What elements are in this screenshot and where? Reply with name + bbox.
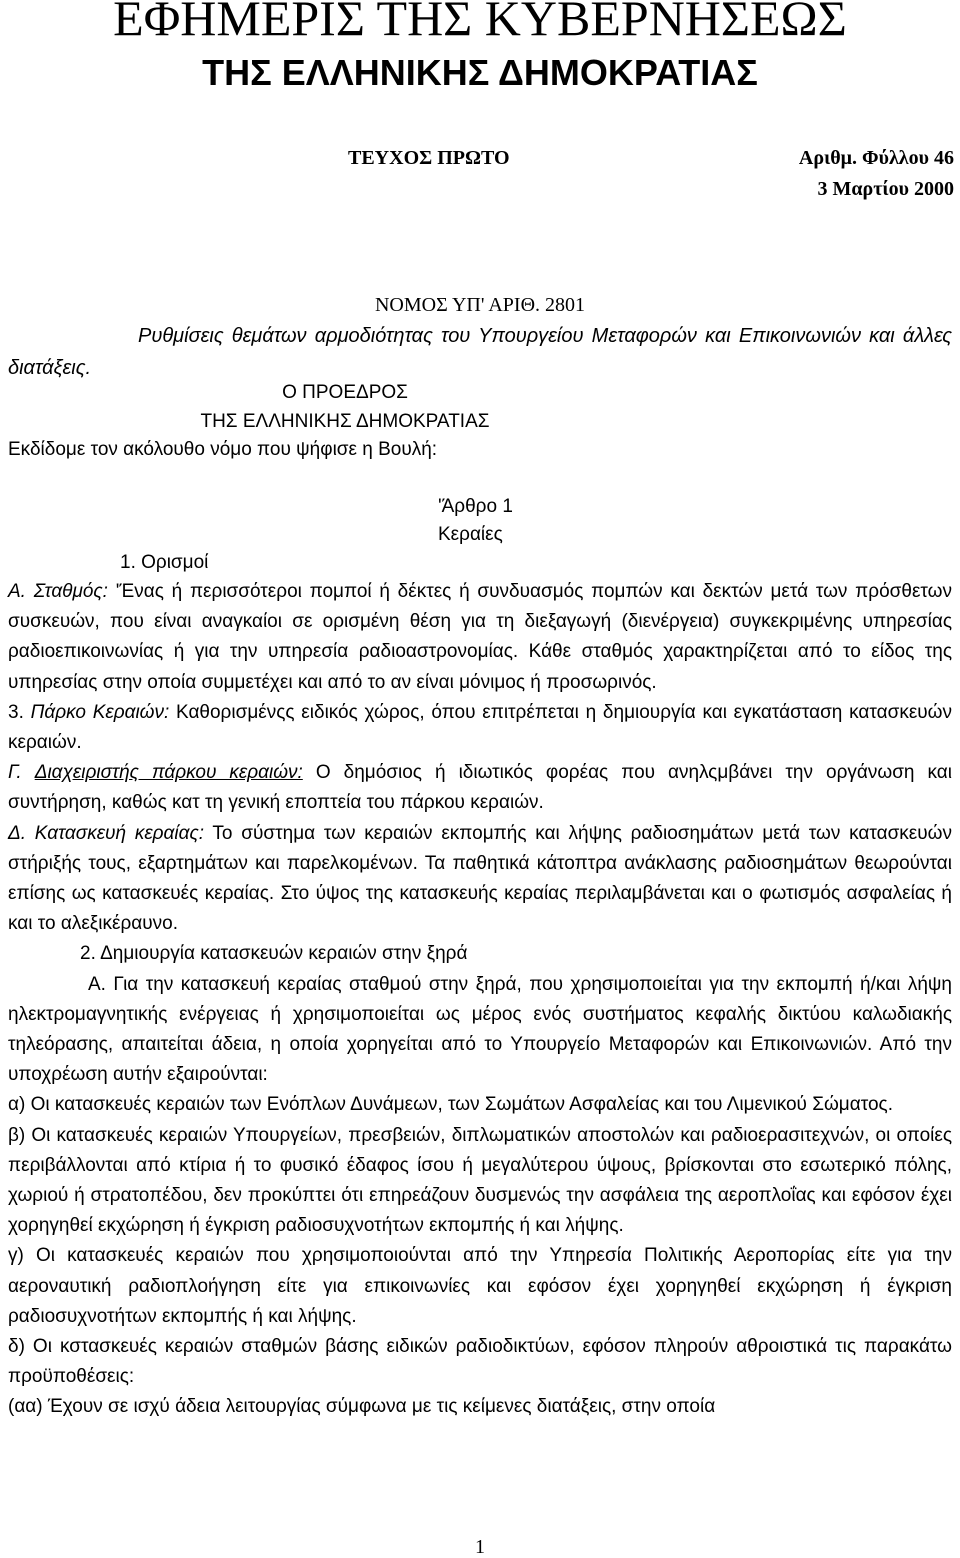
definition-antenna-construction — [8, 819, 952, 940]
definition-antenna-park — [8, 698, 952, 758]
number-antenna-park: 3. — [8, 701, 24, 723]
paragraph-license-requirement: Α. Για την κατασκευή κεραίας σταθμού στην ξηρά, που χρησιμοποιείται για την εκπομπή ή/και λήψη ηλεκτρομαγνητικής ενέργειας ή χρησιμοποιείται ως μέρος ενός συστήματος κεφαλής δικτύου καλωδιακής τηλεόρασης, απαιτείται άδεια, η οποία χορηγείται από το Υπουργείο Μεταφορών και Επικοινωνιών. Από την υποχρέωση αυτήν εξαιρούνται: — [8, 973, 952, 1086]
exemption-item-c: γ) Οι κατασκευές κεραιών που χρησιμοποιούνται από την Υπηρεσία Πολιτικής Αεροπορίας είτε για την αεροναυτική ραδιοπλοήγηση είτε για επικοινωνίες και εφόσον έχει χορηγηθεί εκχώρηση ή έγκριση ραδιοσυχνοτήτων εκπομπής ή και λήψης. — [8, 1245, 952, 1327]
law-number: ΝΟΜΟΣ ΥΠ' ΑΡΙΘ. 2801 — [374, 294, 586, 316]
text-station: 'Ένας ή περισσότεροι πομποί ή δέκτες ή συνδυασμός πομπών και δεκτών μετά των πρόσθετων συσκευών, που είναι αναγκαίοι σε ορισμένη θέση για τη διεξαγωγή (διενέργεια) συγκεκριμένης υπηρεσίας ραδιοεπικοινωνίας ή για την υπηρεσία ραδιοαστρονομίας. Κάθε σταθμός χαρακτηρίζεται από το είδος της υπηρεσίας στην οποία συμμετέχει και από το αν είναι μόνιμος ή προσωρινός. — [8, 581, 952, 693]
issue-date: 3 Μαρτίου 2000 — [817, 178, 954, 200]
term-park-manager: Διαχειριστής πάρκου κεραιών: — [34, 762, 303, 784]
term-station: Α. Σταθμός: — [8, 581, 108, 602]
text-park-manager: Ο δημόσιος ή ιδιωτικός φορέας που ανηλςμβάνει την οργάνωση και συντήρηση, καθώς κατ τη γενική εποπτεία του πάρκου κεραιών. — [8, 762, 952, 814]
condition-item-aa: (αα) Έχουν σε ισχύ άδεια λειτουργίας σύμφωνα με τις κείμενες διατάξεις, στην οποία — [8, 1396, 716, 1418]
article-subject: Κεραίες — [438, 524, 503, 545]
president-heading-line1: Ο ΠΡΟΕΔΡΟΣ — [282, 382, 408, 403]
definition-station — [8, 577, 952, 698]
sheet-number: Αριθμ. Φύλλου 46 — [798, 147, 954, 169]
article-body — [8, 577, 952, 1423]
issue-series: ΤΕΥΧΟΣ ΠΡΩΤΟ — [348, 147, 510, 169]
exemption-item-b: β) Οι κατασκευές κεραιών Υπουργείων, πρεσβειών, διπλωματικών αποστολών και ραδιοερασιτεχνών, οι οποίες περιβάλλονται από κτίρια ή το φυσικό έδαφος ίσου ή μεγαλύτερου ύψους, βρίσκονται στο εσωτερικό πόλης, χωριού ή στρατοπέδου, δεν προκύπτει ότι επηρεάζουν δυσμενώς την ασφάλεια της αεροπλοΐας και εφόσον έχει χορηγηθεί εκχώρηση ή έγκριση ραδιοσυχνοτήτων εκπομπής ή και λήψης. — [8, 1124, 952, 1237]
exemption-item-d: δ) Οι κστασκευές κεραιών σταθμών βάσης ειδικών ραδιοδικτύων, εφόσον πληρούν αθροιστικά τις παρακάτω προϋποθέσεις: — [8, 1336, 952, 1388]
law-title: Ρυθμίσεις θεμάτων αρμοδιότητας του Υπουργείου Μεταφορών και Επικοινωνιών και άλλες διατάξεις. — [8, 325, 952, 379]
gazette-title: ΕΦΗΜΕΡΙΣ ΤΗΣ ΚΥΒΕΡΝΗΣΕΩΣ — [113, 0, 847, 46]
term-antenna-park: Πάρκο Κεραιών: — [30, 701, 170, 723]
definition-park-manager — [8, 758, 952, 818]
page-number: 1 — [475, 1536, 485, 1558]
promulgation-text: Εκδίδομε τον ακόλουθο νόμο που ψήφισε η Βουλή: — [8, 439, 438, 460]
term-antenna-construction: Δ. Κατασκευή κεραίας: — [8, 822, 204, 844]
letter-park-manager: Γ. — [8, 762, 22, 784]
text-antenna-park: Καθορισμένςς ειδικός χώρος, όπου επιτρέπεται η δημιουργία και εγκατάσταση κατασκευών κεραιών. — [8, 701, 953, 754]
exemption-item-a: α) Οι κατασκευές κεραιών των Ενόπλων Δυνάμεων, των Σωμάτων Ασφαλείας και του Λιμενικού Σώματος. — [8, 1094, 893, 1116]
text-antenna-construction: Το σύστημα των κεραιών εκπομπής και λήψης ραδιοσημάτων μετά των κατασκευών στήριξής τους, εξαρτημάτων και παρελκομένων. Τα παθητικά κάτοπτρα ανάκλασης ραδιοσημάτων θεωρούνται επίσης ως κατασκευές κεραίας. Στο ύψος της κατασκευής κεραίας περιλαμβάνεται και ο φωτισμός ασφαλείας ή και το αλεξικέραυνο. — [8, 822, 952, 935]
article-heading: 'Άρθρο 1 — [438, 496, 513, 517]
section-heading-definitions: 1. Ορισμοί — [120, 552, 209, 573]
gazette-subtitle: ΤΗΣ ΕΛΛΗΝΙΚΗΣ ΔΗΜΟΚΡΑΤΙΑΣ — [202, 52, 758, 93]
president-heading-line2: ΤΗΣ ΕΛΛΗΝΙΚΗΣ ΔΗΜΟΚΡΑΤΙΑΣ — [200, 411, 490, 432]
section-heading-land-antennas: 2. Δημιουργία κατασκευών κεραιών στην ξηρά — [80, 943, 468, 965]
